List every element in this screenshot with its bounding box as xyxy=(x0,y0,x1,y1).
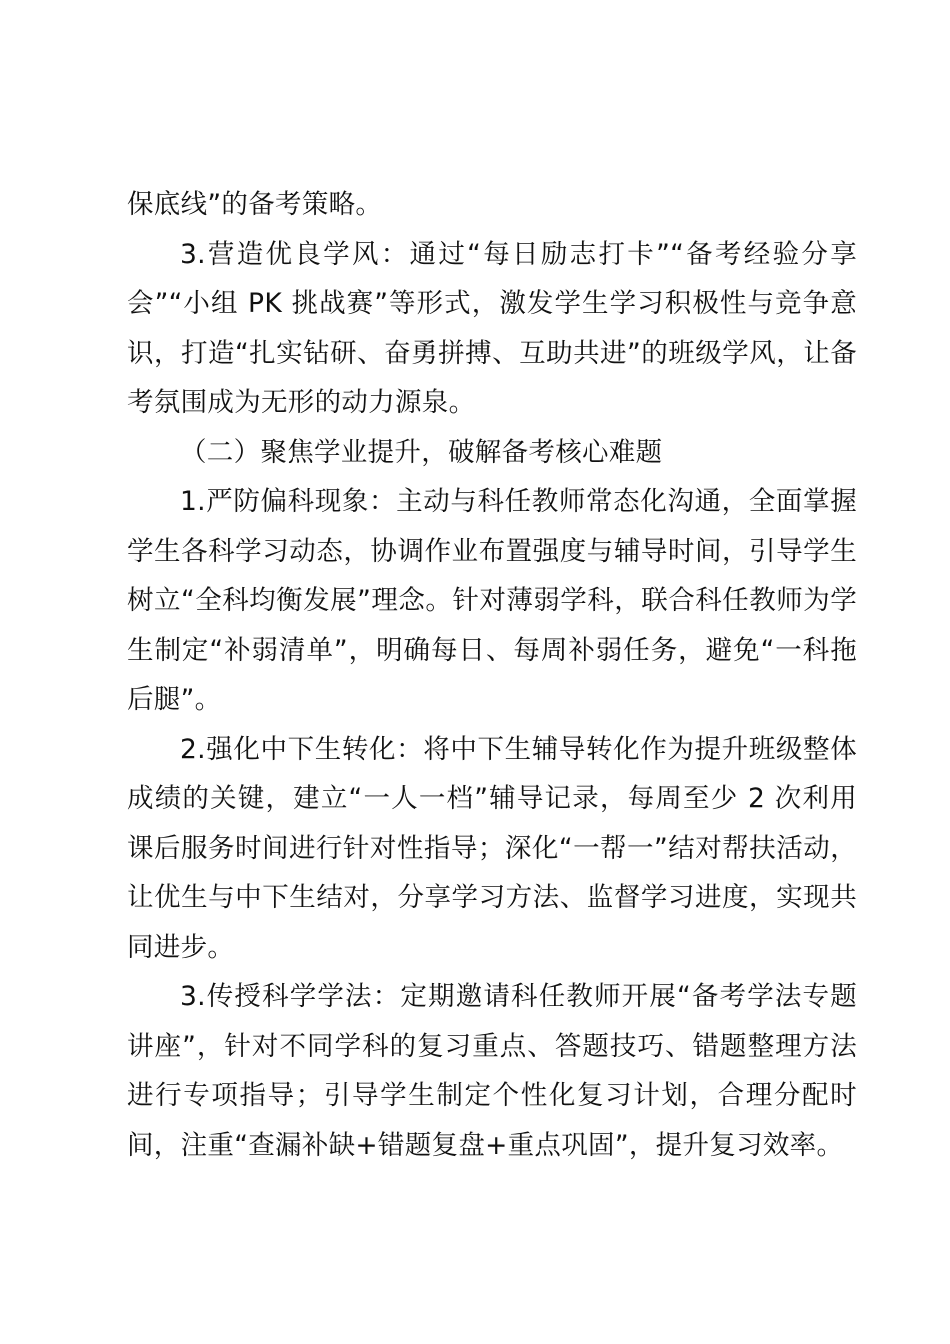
paragraph-study-style: 3.营造优良学风：通过“每日励志打卡”“备考经验分享会”“小组 PK 挑战赛”等形式，激发学生学习积极性与竞争意识，打造“扎实钻研、奋勇拼搏、互助共进”的班级学风，让备考氛围成为无形的动力源泉。 xyxy=(127,238,857,418)
paragraph-partial-subject: 1.严防偏科现象：主动与科任教师常态化沟通，全面掌握学生各科学习动态，协调作业布置强度与辅导时间，引导学生树立“全科均衡发展”理念。针对薄弱学科，联合科任教师为学生制定“补弱清单”，明确每日、每周补弱任务，避免“一科拖后腿”。 xyxy=(127,486,857,715)
paragraph-mid-low-students: 2.强化中下生转化：将中下生辅导转化作为提升班级整体成绩的关键，建立“一人一档”辅导记录，每周至少 2 次利用课后服务时间进行针对性指导；深化“一帮一”结对帮扶活动，让优生与中下生结对，分享学习方法、监督学习进度，实现共同进步。 xyxy=(127,733,857,963)
paragraph-continuation: 保底线”的备考策略。 xyxy=(127,189,383,220)
document-body xyxy=(127,180,857,1170)
section-heading: （二）聚焦学业提升，破解备考核心难题 xyxy=(180,436,663,468)
paragraph-study-methods: 3.传授科学学法：定期邀请科任教师开展“备考学法专题讲座”，针对不同学科的复习重点、答题技巧、错题整理方法进行专项指导；引导学生制定个性化复习计划，合理分配时间，注重“查漏补缺+错题复盘+重点巩固”，提升复习效率。 xyxy=(127,981,857,1161)
